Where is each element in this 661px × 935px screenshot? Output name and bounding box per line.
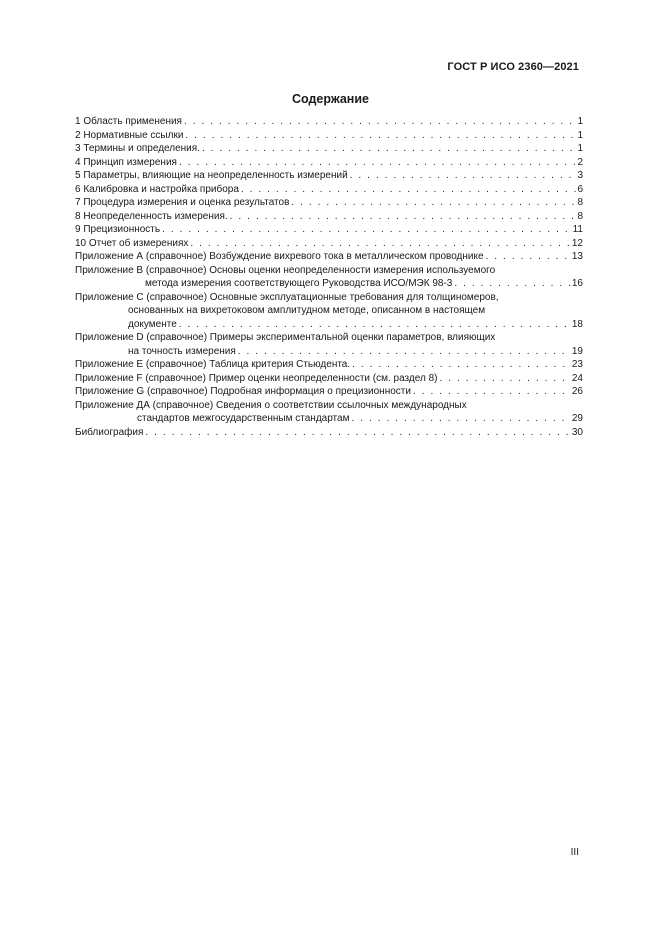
toc-entry-page: 12	[571, 237, 583, 249]
toc-entry[interactable]	[75, 169, 583, 183]
toc-entry-title: Приложение А (справочное) Возбуждение вихревого тока в металлическом проводнике	[75, 251, 484, 262]
toc-leader-dots	[184, 115, 576, 129]
toc-entry-title-line: Приложение ДА (справочное) Сведения о соответствии ссылочных международных	[75, 399, 467, 411]
toc-entry[interactable]	[75, 115, 583, 129]
toc-entry-page: 6	[577, 183, 583, 195]
toc-entry-page: 1	[577, 129, 583, 141]
toc-leader-dots	[352, 358, 571, 372]
toc-leader-dots	[454, 277, 571, 291]
toc-entry[interactable]	[75, 156, 583, 170]
toc-leader-dots	[413, 385, 571, 399]
table-of-contents	[75, 115, 583, 439]
toc-entry-title-line: Приложение С (справочное) Основные эксплуатационные требования для толщиномеров,	[75, 291, 499, 303]
toc-entry[interactable]	[75, 223, 583, 237]
toc-entry-title: 7 Процедура измерения и оценка результатов	[75, 197, 290, 208]
toc-entry-title: документе	[128, 318, 177, 330]
toc-entry-page: 11	[572, 224, 583, 235]
toc-leader-dots	[179, 156, 576, 170]
toc-entry-title: Приложение F (справочное) Пример оценки неопределенности (см. раздел 8)	[75, 372, 438, 384]
toc-entry-page: 13	[571, 251, 583, 262]
toc-entry[interactable]	[75, 331, 583, 358]
toc-entry[interactable]	[75, 183, 583, 197]
page-title: Содержание	[291, 92, 369, 106]
toc-leader-dots	[350, 169, 577, 183]
toc-entry-title: Приложение Е (справочное) Таблица критерия Стьюдента.	[75, 359, 351, 370]
toc-entry[interactable]	[75, 237, 583, 251]
toc-leader-dots	[440, 372, 571, 386]
toc-entry-page: 24	[571, 372, 583, 384]
toc-entry-title: 3 Термины и определения.	[75, 143, 200, 154]
toc-entry-title: стандартов межгосударственным стандартам	[137, 413, 350, 424]
toc-entry-page: 18	[571, 318, 583, 330]
toc-entry-title: Приложение G (справочное) Подробная информация о прецизионности	[75, 386, 411, 397]
toc-leader-dots	[351, 412, 570, 426]
toc-entry-page: 23	[571, 359, 583, 370]
toc-entry-page: 1	[577, 116, 583, 127]
toc-entry[interactable]	[75, 399, 583, 426]
toc-entry-page: 29	[571, 413, 583, 424]
toc-entry-title: на точность измерения	[128, 345, 236, 357]
toc-entry-title: 1 Область применения	[75, 116, 182, 127]
toc-leader-dots	[145, 426, 570, 440]
toc-leader-dots	[202, 142, 576, 156]
toc-entry-page: 3	[577, 170, 583, 181]
toc-entry-page: 30	[571, 426, 583, 438]
toc-entry-title: Библиография	[75, 426, 144, 438]
toc-entry-page: 19	[571, 345, 583, 357]
toc-entry[interactable]	[75, 142, 583, 156]
toc-entry[interactable]	[75, 210, 583, 224]
toc-leader-dots	[185, 129, 576, 143]
toc-entry-title-line: основанных на вихретоковом амплитудном методе, описанном в настоящем	[128, 305, 486, 316]
toc-entry[interactable]	[75, 426, 583, 440]
toc-entry-title-line: Приложение D (справочное) Примеры экспериментальной оценки параметров, влияющих	[75, 332, 496, 343]
toc-entry[interactable]	[75, 196, 583, 210]
toc-entry-page: 1	[577, 143, 583, 154]
toc-leader-dots	[486, 250, 571, 264]
toc-leader-dots	[238, 345, 571, 359]
toc-entry-title: 5 Параметры, влияющие на неопределенность измерений	[75, 170, 348, 181]
toc-leader-dots	[230, 210, 577, 224]
toc-entry-page: 2	[577, 156, 583, 168]
toc-entry-page: 8	[577, 197, 583, 208]
toc-entry-title: метода измерения соответствующего Руководства ИСО/МЭК 98-3	[145, 278, 453, 289]
toc-entry-title-line: Приложение В (справочное) Основы оценки неопределенности измерения используемого	[75, 264, 496, 276]
toc-entry[interactable]	[75, 291, 583, 332]
toc-entry[interactable]	[75, 358, 583, 372]
toc-entry-page: 16	[571, 278, 583, 289]
toc-entry[interactable]	[75, 129, 583, 143]
toc-entry-page: 26	[571, 386, 583, 397]
toc-entry[interactable]	[75, 250, 583, 264]
toc-leader-dots	[162, 223, 572, 237]
page-number: III	[570, 847, 579, 858]
toc-leader-dots	[291, 196, 576, 210]
toc-entry-title: 10 Отчет об измерениях	[75, 237, 189, 249]
document-code: ГОСТ Р ИСО 2360—2021	[447, 61, 579, 73]
toc-entry-page: 8	[577, 210, 583, 222]
toc-entry-title: 2 Нормативные ссылки	[75, 129, 184, 141]
toc-leader-dots	[190, 237, 570, 251]
toc-entry-title: 4 Принцип измерения	[75, 156, 177, 168]
toc-entry[interactable]	[75, 264, 583, 291]
toc-entry[interactable]	[75, 372, 583, 386]
toc-leader-dots	[179, 318, 571, 332]
toc-leader-dots	[241, 183, 577, 197]
toc-entry-title: 6 Калибровка и настройка прибора	[75, 183, 239, 195]
toc-entry-title: 8 Неопределенность измерения.	[75, 210, 228, 222]
toc-entry-title: 9 Прецизионность	[75, 224, 161, 235]
toc-entry[interactable]	[75, 385, 583, 399]
